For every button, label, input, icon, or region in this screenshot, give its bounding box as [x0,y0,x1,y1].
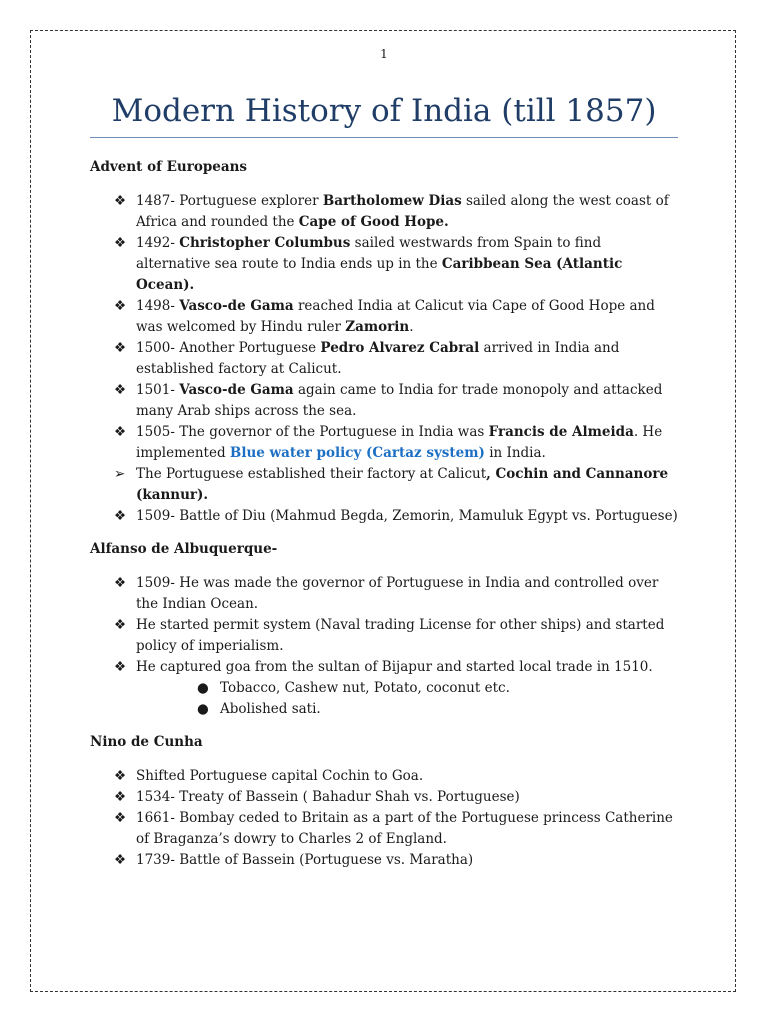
diamond-bullet-icon: ❖ [114,659,127,675]
sub-bullet-list [90,678,678,720]
diamond-bullet-icon: ❖ [114,617,127,633]
document-body [90,157,678,883]
diamond-bullet-icon: ❖ [114,382,127,398]
item-text: 1661- Bombay ceded to Britain as a part of the Portuguese princess Catherine of Braganza’s dowry to Charles 2 of England. [136,810,673,847]
bullet-list [90,573,678,678]
list-item [90,615,678,657]
item-text: He captured goa from the sultan of Bijapur and started local trade in 1510. [136,659,653,675]
diamond-bullet-icon: ❖ [114,768,127,784]
list-item [90,380,678,422]
item-bold-text: Pedro Alvarez Cabral [320,340,480,356]
item-text: arrived in India and established factory at Calicut. [136,340,620,377]
diamond-bullet-icon: ❖ [114,298,127,314]
item-text: Abolished sati. [220,701,321,717]
highlighted-term: Blue water policy (Cartaz system) [229,445,485,461]
item-bold-text: Bartholomew Dias [322,193,462,209]
item-bold-text: Vasco-de Gama [179,298,294,314]
item-text: sailed westwards from Spain to find alternative sea route to India ends up in the [136,235,602,272]
item-text: 1492- [136,235,180,251]
item-bold-text: Caribbean Sea (Atlantic Ocean). [136,256,623,293]
list-item [90,850,678,871]
list-item [90,506,678,527]
item-text: 1509- Battle of Diu (Mahmud Begda, Zemorin, Mamuluk Egypt vs. Portuguese) [136,508,678,524]
sub-list-item [90,699,678,720]
item-bold-text: , Cochin and Cannanore (kannur). [136,466,669,503]
diamond-bullet-icon: ❖ [114,340,127,356]
item-text: 1739- Battle of Bassein (Portuguese vs. Maratha) [136,852,474,868]
item-bold-text: Cape of Good Hope. [298,214,449,230]
item-text: 1500- Another Portuguese [136,340,321,356]
section-albuquerque [90,539,678,720]
bullet-list [90,191,678,527]
item-text: Shifted Portuguese capital Cochin to Goa. [136,768,424,784]
list-item [90,233,678,296]
item-text: again came to India for trade monopoly and attacked many Arab ships across the sea. [136,382,663,419]
item-text: in India. [484,445,546,461]
list-item [90,766,678,787]
item-text: 1501- [136,382,180,398]
list-item [90,787,678,808]
section-heading: Advent of Europeans [90,159,248,175]
section-heading: Nino de Cunha [90,734,203,750]
arrow-bullet-icon: ➢ [114,466,126,482]
item-text: reached India at Calicut via Cape of Good Hope and was welcomed by Hindu ruler [136,298,655,335]
item-bold-text: Zamorin [345,319,410,335]
item-text: 1534- Treaty of Bassein ( Bahadur Shah vs. Portuguese) [136,789,520,805]
list-item [90,464,678,506]
list-item [90,338,678,380]
section-nino-de-cunha [90,732,678,871]
item-text: sailed along the west coast of Africa and rounded the [136,193,669,230]
bullet-list [90,766,678,871]
item-bold-text: Francis de Almeida [488,424,634,440]
item-bold-text: Vasco-de Gama [179,382,294,398]
diamond-bullet-icon: ❖ [114,810,127,826]
item-text: 1487- Portuguese explorer [136,193,323,209]
list-item [90,657,678,678]
sub-list-item [90,678,678,699]
item-text: The Portuguese established their factory at Calicut [136,466,487,482]
page-title: Modern History of India (till 1857) [111,93,657,129]
item-text: 1509- He was made the governor of Portuguese in India and controlled over the Indian Ocean. [136,575,659,612]
item-text: He started permit system (Naval trading License for other ships) and started policy of imperialism. [136,617,665,654]
item-text: 1498- [136,298,180,314]
list-item [90,808,678,850]
list-item [90,296,678,338]
item-bold-text: Christopher Columbus [179,235,351,251]
list-item [90,191,678,233]
section-heading: Alfanso de Albuquerque- [90,541,278,557]
diamond-bullet-icon: ❖ [114,193,127,209]
item-text: 1505- The governor of the Portuguese in India was [136,424,489,440]
diamond-bullet-icon: ❖ [114,852,127,868]
diamond-bullet-icon: ❖ [114,235,127,251]
dot-bullet-icon: ● [197,701,209,717]
page-number: 1 [380,47,388,61]
diamond-bullet-icon: ❖ [114,575,127,591]
section-advent-of-europeans [90,157,678,527]
diamond-bullet-icon: ❖ [114,789,127,805]
list-item [90,422,678,464]
title-underline [90,137,678,138]
item-text: . He implemented [136,424,663,461]
dot-bullet-icon: ● [197,680,209,696]
list-item [90,573,678,615]
diamond-bullet-icon: ❖ [114,508,127,524]
item-text: . [409,319,414,335]
diamond-bullet-icon: ❖ [114,424,127,440]
item-text: Tobacco, Cashew nut, Potato, coconut etc. [220,680,510,696]
